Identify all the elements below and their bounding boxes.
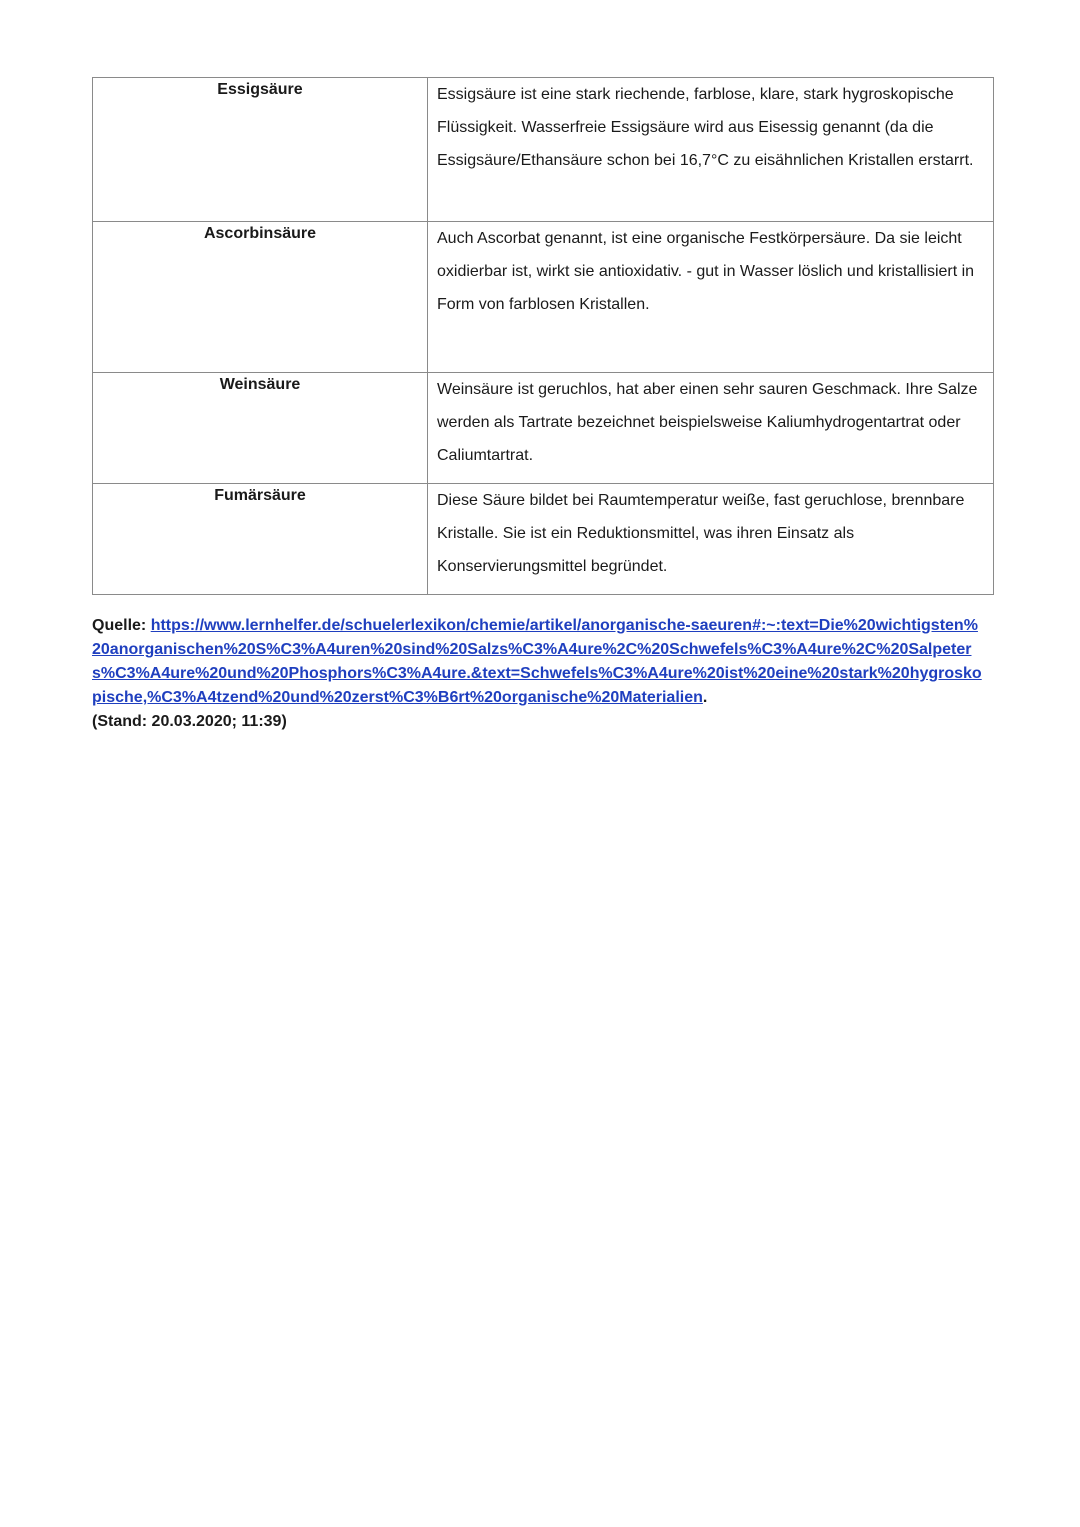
table-row	[93, 484, 994, 595]
acid-name: Essigsäure	[93, 78, 428, 222]
source-link[interactable]: https://www.lernhelfer.de/schuelerlexikon/chemie/artikel/anorganische-saeuren#:~:text=Die%20wichtigsten%20anorganischen%20S%C3%A4uren%20sind%20Salzs%C3%A4ure%2C%20Schwefels%C3%A4ure%2C%20Salpeters%C3%A4ure%20und%20Phosphors%C3%A4ure.&text=Schwefels%C3%A4ure%20ist%20eine%20stark%20hygroskopische,%C3%A4tzend%20und%20zerst%C3%B6rt%20organische%20Materialien	[92, 617, 982, 706]
source-label: Quelle:	[92, 617, 147, 634]
source-block	[92, 614, 982, 734]
table-row	[93, 78, 994, 222]
source-trailing-period: .	[702, 689, 708, 706]
acid-table	[92, 77, 994, 595]
acid-name: Ascorbinsäure	[93, 222, 428, 373]
acid-name: Weinsäure	[93, 373, 428, 484]
table-row	[93, 222, 994, 373]
acid-description: Auch Ascorbat genannt, ist eine organische Festkörpersäure. Da sie leicht oxidierbar ist, wirkt sie antioxidativ. - gut in Wasser löslich und kristallisiert in Form von farblosen Kristallen.	[428, 222, 994, 373]
acid-name: Fumärsäure	[93, 484, 428, 595]
acid-description: Diese Säure bildet bei Raumtemperatur weiße, fast geruchlose, brennbare Kristalle. Sie ist ein Reduktionsmittel, was ihren Einsatz als Konservierungsmittel begründet.	[428, 484, 994, 595]
acid-description: Essigsäure ist eine stark riechende, farblose, klare, stark hygroskopische Flüssigkeit. Wasserfreie Essigsäure wird aus Eisessig genannt (da die Essigsäure/Ethansäure schon bei 16,7°C zu eisähnlichen Kristallen erstarrt.	[428, 78, 994, 222]
source-date: (Stand: 20.03.2020; 11:39)	[92, 713, 287, 730]
acid-description: Weinsäure ist geruchlos, hat aber einen sehr sauren Geschmack. Ihre Salze werden als Tartrate bezeichnet beispielsweise Kaliumhydrogentartrat oder Caliumtartrat.	[428, 373, 994, 484]
table-row	[93, 373, 994, 484]
